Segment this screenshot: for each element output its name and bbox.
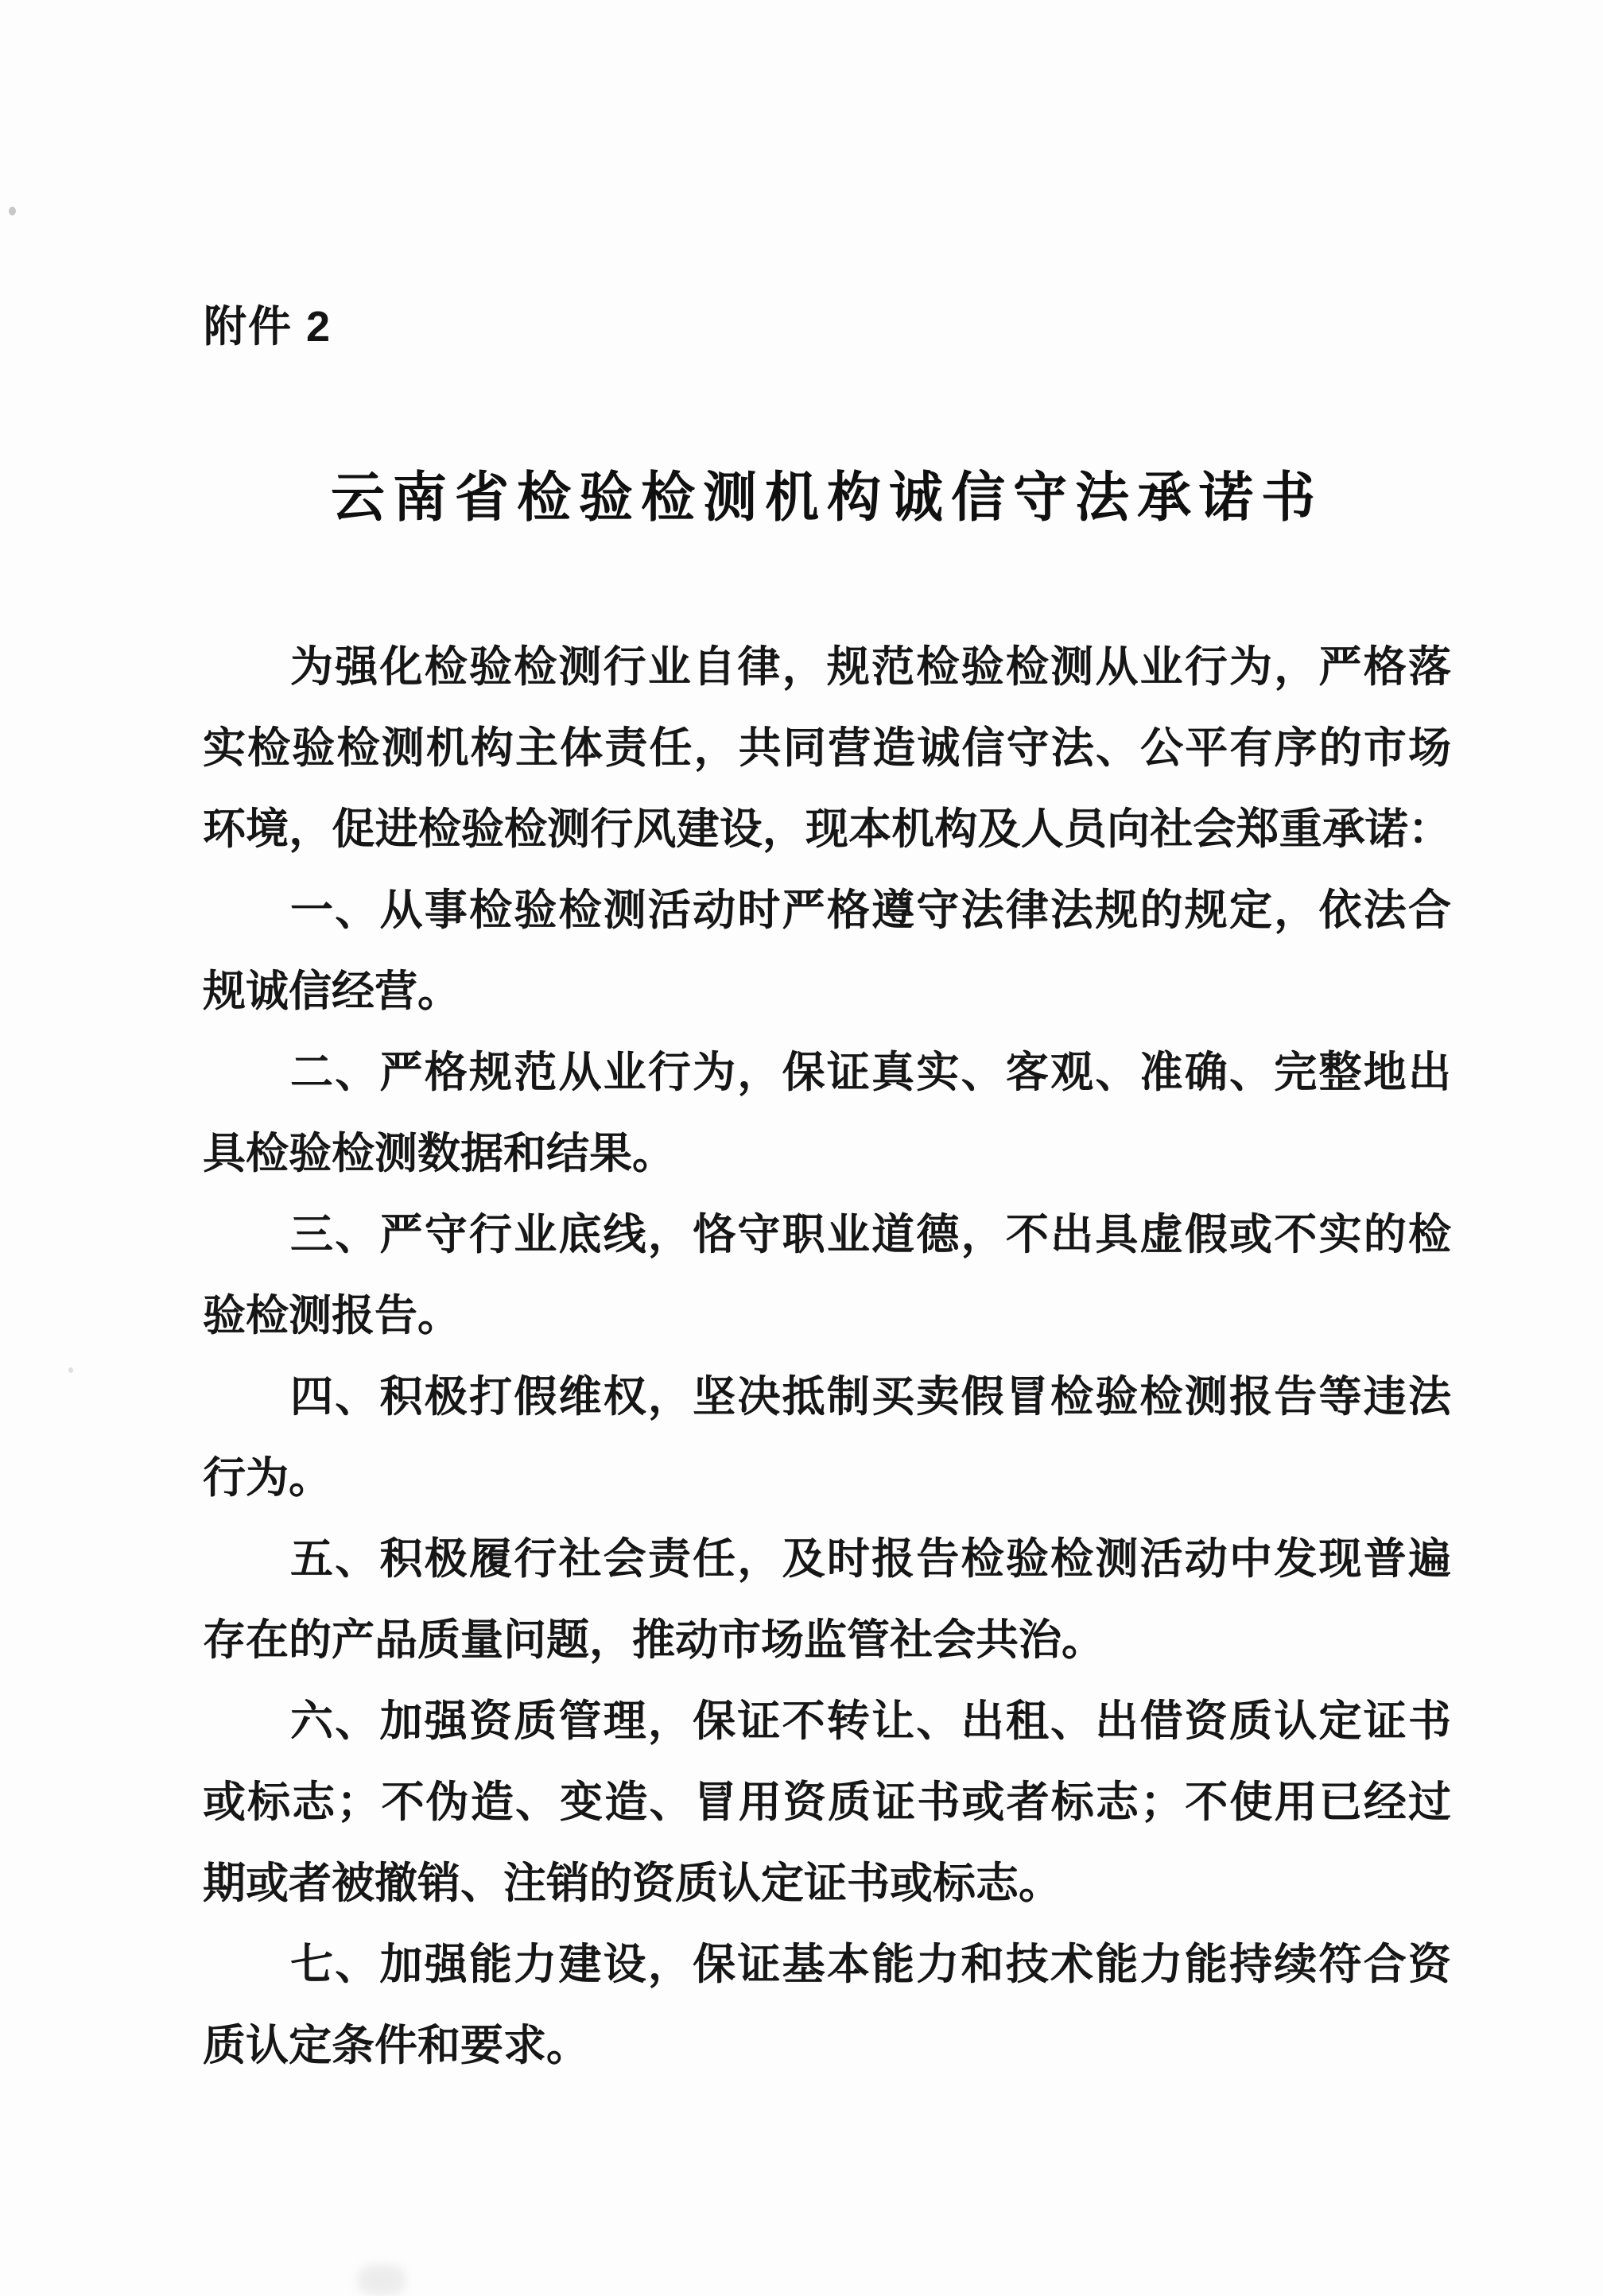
- body-line: 为强化检验检测行业自律，规范检验检测从业行为，严格落: [290, 643, 1451, 691]
- body-line: 七、加强能力建设，保证基本能力和技术能力能持续符合资: [290, 1941, 1451, 1988]
- body-line: 实检验检测机构主体责任，共同营造诚信守法、公平有序的市场: [203, 724, 1451, 772]
- body-line: 五、积极履行社会责任，及时报告检验检测活动中发现普遍: [290, 1535, 1451, 1583]
- body-line: 一、从事检验检测活动时严格遵守法律法规的规定，依法合: [290, 886, 1451, 934]
- scan-artifact: [358, 2264, 406, 2296]
- body-line: 具检验检测数据和结果。: [203, 1130, 675, 1177]
- body-line: 验检测报告。: [203, 1292, 460, 1340]
- page-title: 云南省检验检测机构诚信守法承诺书: [330, 467, 1323, 528]
- body-line: 六、加强资质管理，保证不转让、出租、出借资质认定证书: [290, 1697, 1451, 1745]
- scan-artifact: [68, 1367, 73, 1373]
- body-line: 或标志；不伪造、变造、冒用资质证书或者标志；不使用已经过: [203, 1778, 1451, 1826]
- scan-artifact: [9, 207, 16, 215]
- body-line: 规诚信经营。: [203, 968, 460, 1015]
- body-line: 期或者被撤销、注销的资质认定证书或标志。: [203, 1860, 1062, 1907]
- body-line: 存在的产品质量问题，推动市场监管社会共治。: [203, 1616, 1104, 1664]
- document-body: [203, 626, 1451, 2086]
- body-line: 二、严格规范从业行为，保证真实、客观、准确、完整地出: [290, 1049, 1451, 1096]
- body-line: 三、严守行业底线，恪守职业道德，不出具虚假或不实的检: [290, 1211, 1451, 1259]
- body-line: 质认定条件和要求。: [203, 2022, 589, 2069]
- body-line: 环境，促进检验检测行风建设，现本机构及人员向社会郑重承诺：: [203, 805, 1451, 853]
- body-line: 四、积极打假维权，坚决抵制买卖假冒检验检测报告等违法: [290, 1373, 1451, 1421]
- body-line: 行为。: [203, 1454, 332, 1502]
- attachment-label: 附件 2: [204, 303, 332, 351]
